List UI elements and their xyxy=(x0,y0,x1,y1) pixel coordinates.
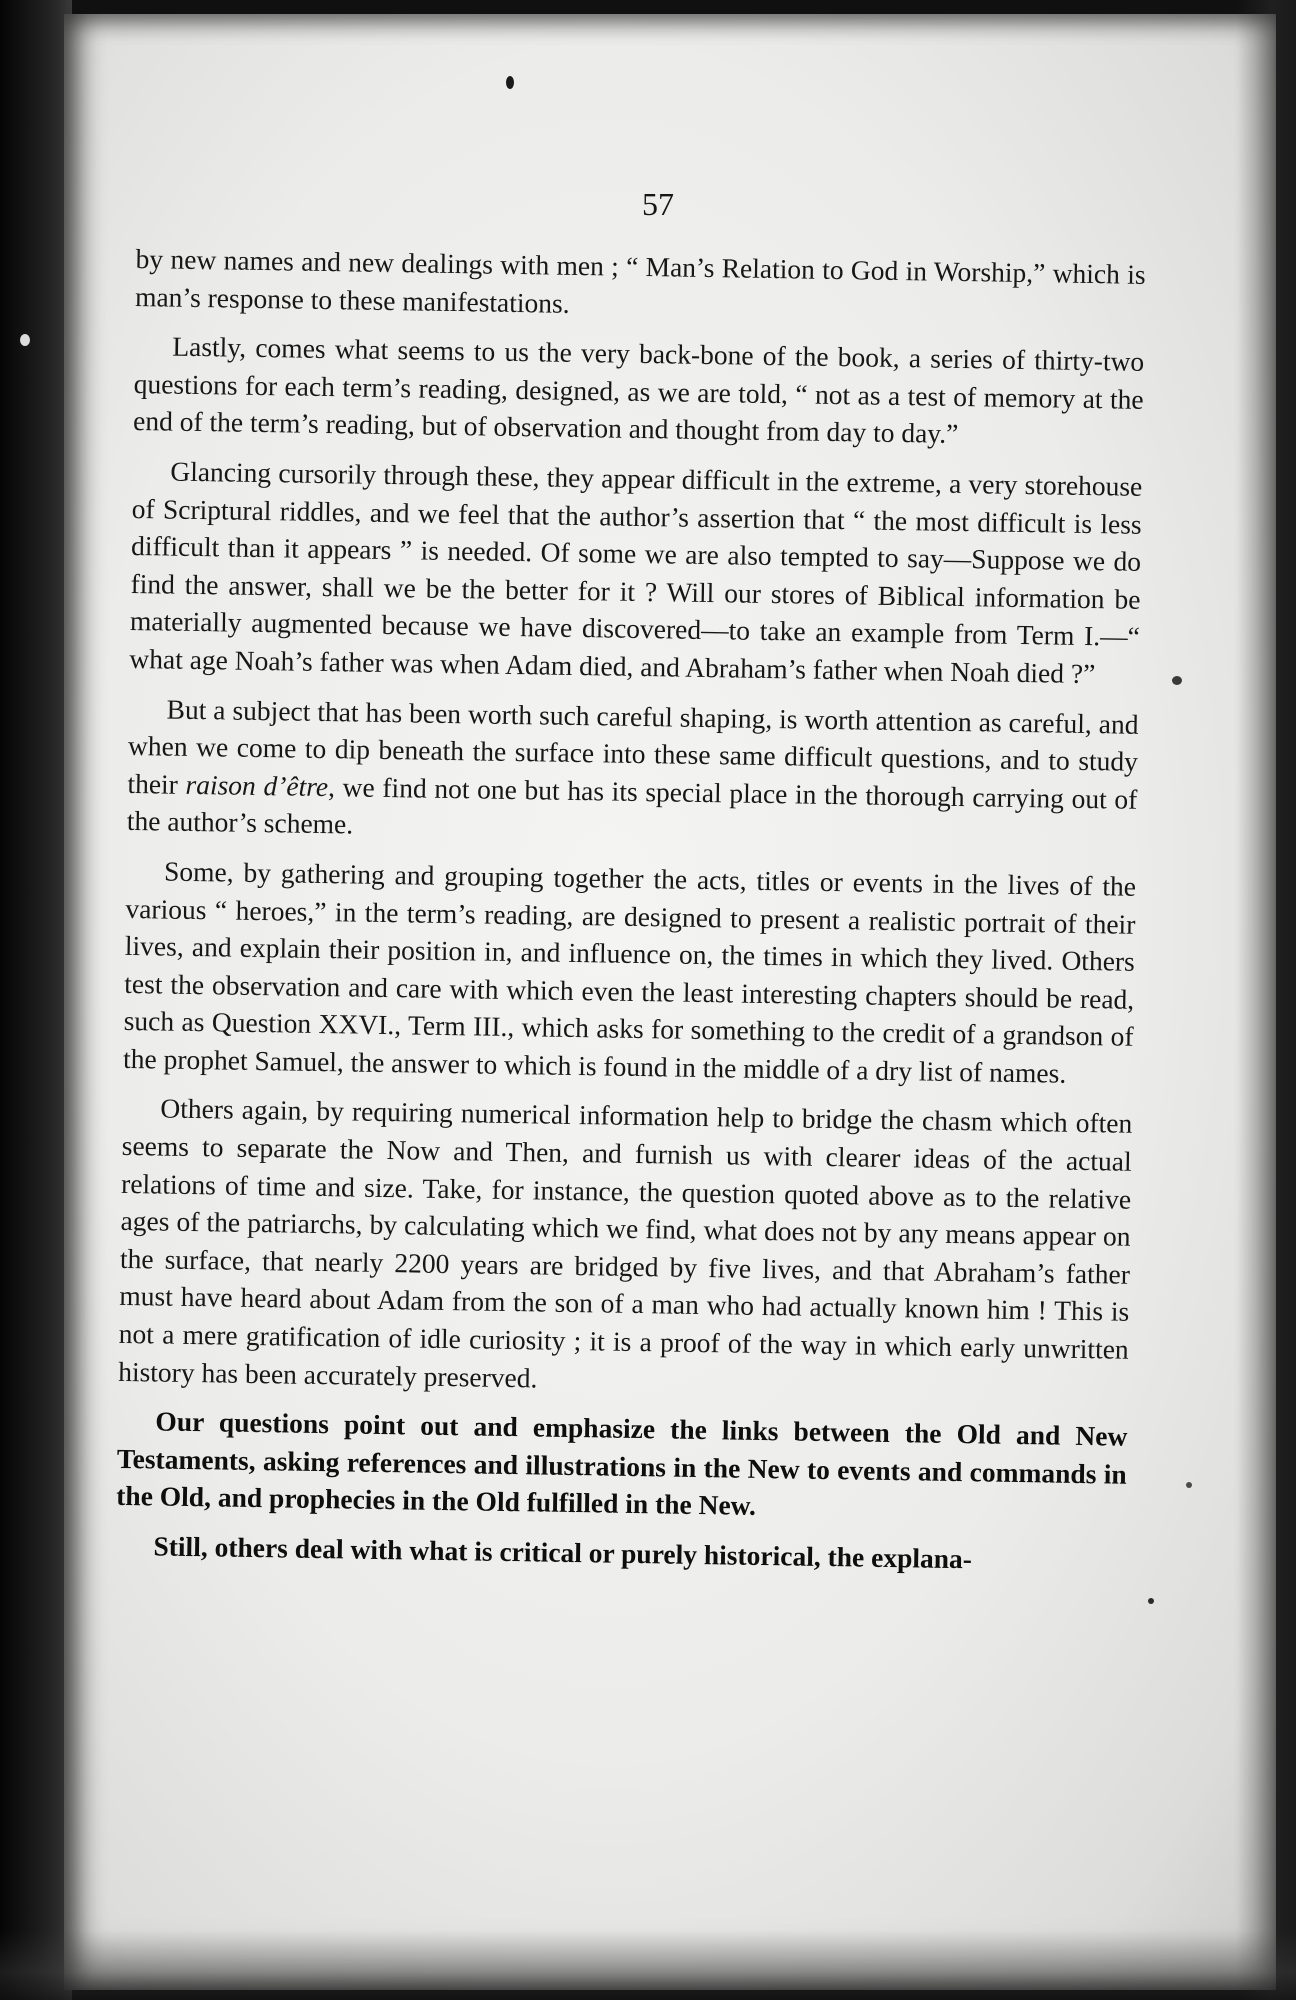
paragraph: Some, by gathering and grouping together the acts, titles or events in the lives of the various “ heroes,” in the term’s reading, are designed to present a realistic portrait of their lives, and explain their position in, and influence on, the times in which they lived. Others test the observation and care with which even the least interesting chapters should be read, such as Question XXVI., Term III., which asks for something to the credit of a grandson of the prophet Samuel, the answer to which is found in the middle of a dry list of names. xyxy=(122,855,1137,1089)
page-number: 57 xyxy=(642,186,674,222)
ink-speck xyxy=(1148,1598,1154,1604)
paragraph-text: , we find not one but has its special place in the thorough carrying out of the author’s scheme. xyxy=(126,770,1138,840)
paragraph: Our questions point out and emphasize the links between the Old and New Testaments, asking references and illustrations in the New to events and commands in the Old, and prophecies in the Old fulfilled in the New. xyxy=(116,1405,1128,1522)
paragraph: Lastly, comes what seems to us the very back-bone of the book, a series of thirty-two questions for each term’s reading, designed, as we are told, “ not as a test of memory at the end of the term’s reading, but of observation and thought from day to day.” xyxy=(132,330,1145,450)
paragraph-text: But a subject that has been worth such careful shaping, is worth attention as careful, and when we come to dip beneath the surface into these same difficult questions, and to study their xyxy=(127,693,1139,800)
paragraph: Glancing cursorily through these, they appear difficult in the extreme, a very storehouse of Scriptural riddles, and we feel that the author’s assertion that “ the most difficult is less difficult than it appears ” is needed. Of some we are also tempted to say—Suppose we do find the answer, shall we be the better for it ? Will our stores of Biblical information be materially augmented because we have discovered—to take an example from Term I.—“ what age Noah’s father was when Adam died, and Abraham’s father when Noah died ?” xyxy=(129,455,1143,690)
paragraph xyxy=(127,689,1139,855)
body-text xyxy=(115,240,1146,1592)
page-edge-shadow xyxy=(1236,0,1296,2000)
paragraph: Still, others deal with what is critical or purely historical, the explana- xyxy=(153,1530,973,1575)
ink-speck xyxy=(20,334,30,346)
paragraph: by new names and new dealings with men ; “ Man’s Relation to God in Worship,” which is man’s response to these manifestations. xyxy=(134,242,1146,319)
paragraph: Others again, by requiring numerical information help to bridge the chasm which often seems to separate the Now and Then, and furnish us with clearer ideas of the actual relations of time and size. Take, for instance, the question quoted above as to the relative ages of the patriarchs, by calculating which we find, what does not by any means appear on the surface, that nearly 2200 years are bridged by five lives, and that Abraham’s father must have heard about Adam from the son of a man who had actually known him ! This is not a mere gratification of idle curiosity ; it is a proof of the way in which early unwritten history has been accurately preserved. xyxy=(117,1092,1133,1394)
ink-speck xyxy=(506,76,514,89)
page-bottom-shadow xyxy=(0,1930,1296,2000)
italic-phrase: raison d’être xyxy=(185,768,329,802)
binding-gutter xyxy=(0,0,72,2000)
ink-speck xyxy=(1172,676,1182,685)
ink-speck xyxy=(1186,1482,1192,1488)
